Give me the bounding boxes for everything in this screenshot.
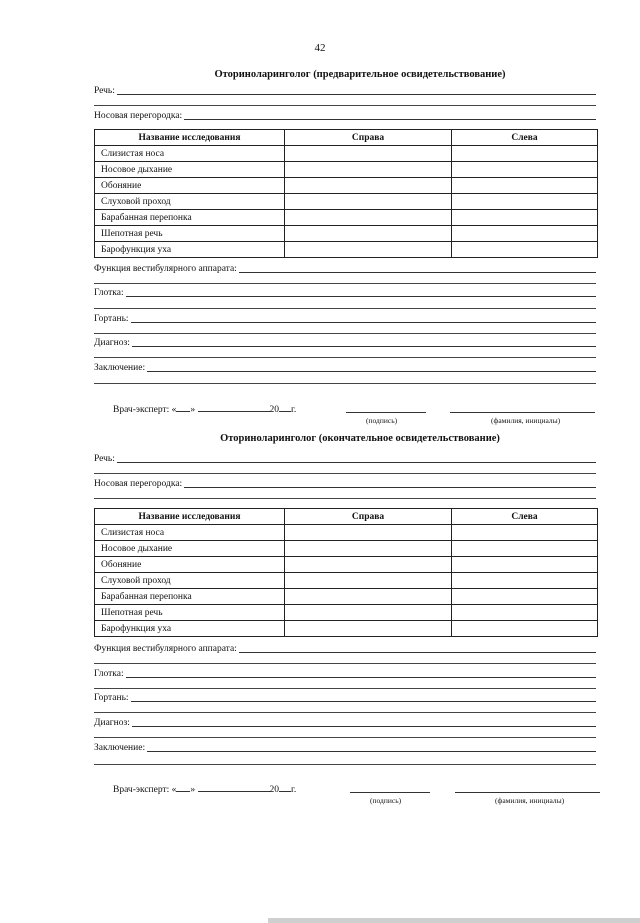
cell-right[interactable]: [285, 557, 452, 573]
row-label: Обоняние: [95, 557, 285, 573]
cell-right[interactable]: [285, 242, 452, 258]
conclusion-field[interactable]: [94, 360, 596, 374]
header-right: Справа: [285, 130, 452, 146]
year-prefix: 20: [269, 785, 280, 795]
diagnosis-extra-line[interactable]: [94, 357, 596, 358]
row-label: Шепотная речь: [95, 605, 285, 621]
cell-left[interactable]: [452, 226, 598, 242]
vestibular-field[interactable]: [94, 261, 596, 275]
larynx-line[interactable]: [131, 692, 596, 702]
form-title: Оториноларинголог (предварительное освидетельствование): [214, 69, 506, 80]
row-label: Барабанная перепонка: [95, 589, 285, 605]
header-left: Слева: [452, 509, 598, 525]
cell-left[interactable]: [452, 242, 598, 258]
larynx-field[interactable]: [94, 311, 596, 325]
diagnosis-label: Диагноз:: [94, 338, 130, 348]
cell-right[interactable]: [285, 589, 452, 605]
row-label: Слизистая носа: [95, 146, 285, 162]
diagnosis-field[interactable]: [94, 715, 596, 729]
speech-label: Речь:: [94, 454, 115, 464]
header-exam-name: Название исследования: [95, 130, 285, 146]
name-caption: (фамилия, инициалы): [491, 416, 561, 425]
signature-block: [0, 782, 640, 812]
row-label: Обоняние: [95, 178, 285, 194]
day-blank[interactable]: [176, 402, 190, 412]
expert-label: Врач-эксперт: «: [113, 785, 177, 795]
pharynx-extra-line[interactable]: [94, 688, 596, 689]
septum-label: Носовая перегородка:: [94, 111, 183, 121]
septum-label: Носовая перегородка:: [94, 479, 183, 489]
scan-edge-strip: [268, 918, 640, 923]
cell-left[interactable]: [452, 589, 598, 605]
cell-left[interactable]: [452, 541, 598, 557]
pharynx-line[interactable]: [126, 287, 596, 297]
speech-extra-line[interactable]: [94, 105, 596, 106]
cell-right[interactable]: [285, 194, 452, 210]
cell-left[interactable]: [452, 210, 598, 226]
conclusion-field[interactable]: [94, 740, 596, 754]
larynx-extra-line[interactable]: [94, 333, 596, 334]
row-label: Барофункция уха: [95, 242, 285, 258]
year-blank[interactable]: [279, 402, 291, 412]
table-row: [95, 573, 598, 589]
row-label: Слизистая носа: [95, 525, 285, 541]
vestibular-label: Функция вестибулярного аппарата:: [94, 264, 237, 274]
cell-left[interactable]: [452, 557, 598, 573]
table-header-row: [95, 509, 598, 525]
pharynx-extra-line[interactable]: [94, 308, 596, 309]
speech-field[interactable]: [94, 83, 596, 97]
cell-left[interactable]: [452, 146, 598, 162]
cell-right[interactable]: [285, 605, 452, 621]
table-row: [95, 605, 598, 621]
table-row: [95, 242, 598, 258]
diagnosis-line[interactable]: [132, 337, 596, 347]
row-label: Слуховой проход: [95, 573, 285, 589]
signature-line: [113, 402, 296, 415]
close-quote: »: [190, 785, 196, 795]
table-row: [95, 210, 598, 226]
cell-right[interactable]: [285, 525, 452, 541]
septum-field[interactable]: [94, 108, 596, 122]
septum-field[interactable]: [94, 476, 596, 490]
cell-left[interactable]: [452, 194, 598, 210]
cell-left[interactable]: [452, 621, 598, 637]
table-row: [95, 589, 598, 605]
vestibular-line[interactable]: [239, 643, 596, 653]
year-suffix: г.: [291, 405, 297, 415]
diagnosis-label: Диагноз:: [94, 718, 130, 728]
close-quote: »: [190, 405, 196, 415]
larynx-extra-line[interactable]: [94, 712, 596, 713]
expert-label: Врач-эксперт: «: [113, 405, 177, 415]
table-row: [95, 178, 598, 194]
pharynx-field[interactable]: [94, 666, 596, 680]
table-row: [95, 226, 598, 242]
cell-left[interactable]: [452, 605, 598, 621]
speech-label: Речь:: [94, 86, 115, 96]
vestibular-extra-line[interactable]: [94, 663, 596, 664]
vestibular-line[interactable]: [239, 263, 596, 273]
signature-caption: (подпись): [370, 796, 402, 805]
vestibular-field[interactable]: [94, 641, 596, 655]
row-label: Носовое дыхание: [95, 162, 285, 178]
cell-right[interactable]: [285, 146, 452, 162]
form-title: Оториноларинголог (окончательное освидетельствование): [220, 433, 500, 444]
cell-right[interactable]: [285, 573, 452, 589]
table-row: [95, 557, 598, 573]
table-row: [95, 162, 598, 178]
table-header-row: [95, 130, 598, 146]
cell-right[interactable]: [285, 621, 452, 637]
row-label: Слуховой проход: [95, 194, 285, 210]
cell-right[interactable]: [285, 226, 452, 242]
cell-right[interactable]: [285, 210, 452, 226]
pharynx-label: Глотка:: [94, 288, 124, 298]
name-blank[interactable]: [450, 412, 595, 413]
table-row: [95, 525, 598, 541]
name-blank[interactable]: [455, 792, 600, 793]
page-number: 42: [314, 42, 326, 54]
row-label: Шепотная речь: [95, 226, 285, 242]
pharynx-line[interactable]: [126, 668, 596, 678]
speech-line[interactable]: [117, 453, 596, 463]
septum-extra-line[interactable]: [94, 498, 596, 499]
pharynx-field[interactable]: [94, 285, 596, 299]
diagnosis-extra-line[interactable]: [94, 737, 596, 738]
speech-extra-line[interactable]: [94, 473, 596, 474]
year-suffix: г.: [291, 785, 297, 795]
table-row: [95, 146, 598, 162]
table-row: [95, 621, 598, 637]
cell-left[interactable]: [452, 162, 598, 178]
vestibular-label: Функция вестибулярного аппарата:: [94, 644, 237, 654]
cell-left[interactable]: [452, 525, 598, 541]
larynx-label: Гортань:: [94, 314, 129, 324]
cell-left[interactable]: [452, 573, 598, 589]
diagnosis-field[interactable]: [94, 335, 596, 349]
conclusion-extra-line[interactable]: [94, 383, 596, 384]
larynx-label: Гортань:: [94, 693, 129, 703]
row-label: Барабанная перепонка: [95, 210, 285, 226]
signature-caption: (подпись): [366, 416, 398, 425]
conclusion-label: Заключение:: [94, 743, 146, 753]
day-blank[interactable]: [176, 782, 190, 792]
year-prefix: 20: [269, 405, 280, 415]
signature-blank[interactable]: [350, 792, 430, 793]
signature-line: [113, 782, 296, 795]
signature-block: [0, 402, 640, 432]
cell-right[interactable]: [285, 162, 452, 178]
vestibular-extra-line[interactable]: [94, 283, 596, 284]
conclusion-line[interactable]: [147, 742, 596, 752]
month-blank[interactable]: [198, 782, 270, 792]
year-blank[interactable]: [279, 782, 291, 792]
name-caption: (фамилия, инициалы): [495, 796, 565, 805]
row-label: Носовое дыхание: [95, 541, 285, 557]
cell-left[interactable]: [452, 178, 598, 194]
conclusion-extra-line[interactable]: [94, 764, 596, 765]
exam-table: [94, 129, 598, 258]
septum-line[interactable]: [184, 478, 596, 488]
pharynx-label: Глотка:: [94, 669, 124, 679]
larynx-field[interactable]: [94, 690, 596, 704]
conclusion-label: Заключение:: [94, 363, 146, 373]
table-row: [95, 541, 598, 557]
diagnosis-line[interactable]: [132, 717, 596, 727]
conclusion-line[interactable]: [147, 362, 596, 372]
speech-line[interactable]: [117, 85, 596, 95]
signature-blank[interactable]: [346, 412, 426, 413]
header-right: Справа: [285, 509, 452, 525]
cell-right[interactable]: [285, 541, 452, 557]
table-row: [95, 194, 598, 210]
month-blank[interactable]: [198, 402, 270, 412]
exam-table: [94, 508, 598, 637]
header-exam-name: Название исследования: [95, 509, 285, 525]
septum-line[interactable]: [184, 110, 596, 120]
cell-right[interactable]: [285, 178, 452, 194]
speech-field[interactable]: [94, 451, 596, 465]
larynx-line[interactable]: [131, 313, 596, 323]
header-left: Слева: [452, 130, 598, 146]
row-label: Барофункция уха: [95, 621, 285, 637]
